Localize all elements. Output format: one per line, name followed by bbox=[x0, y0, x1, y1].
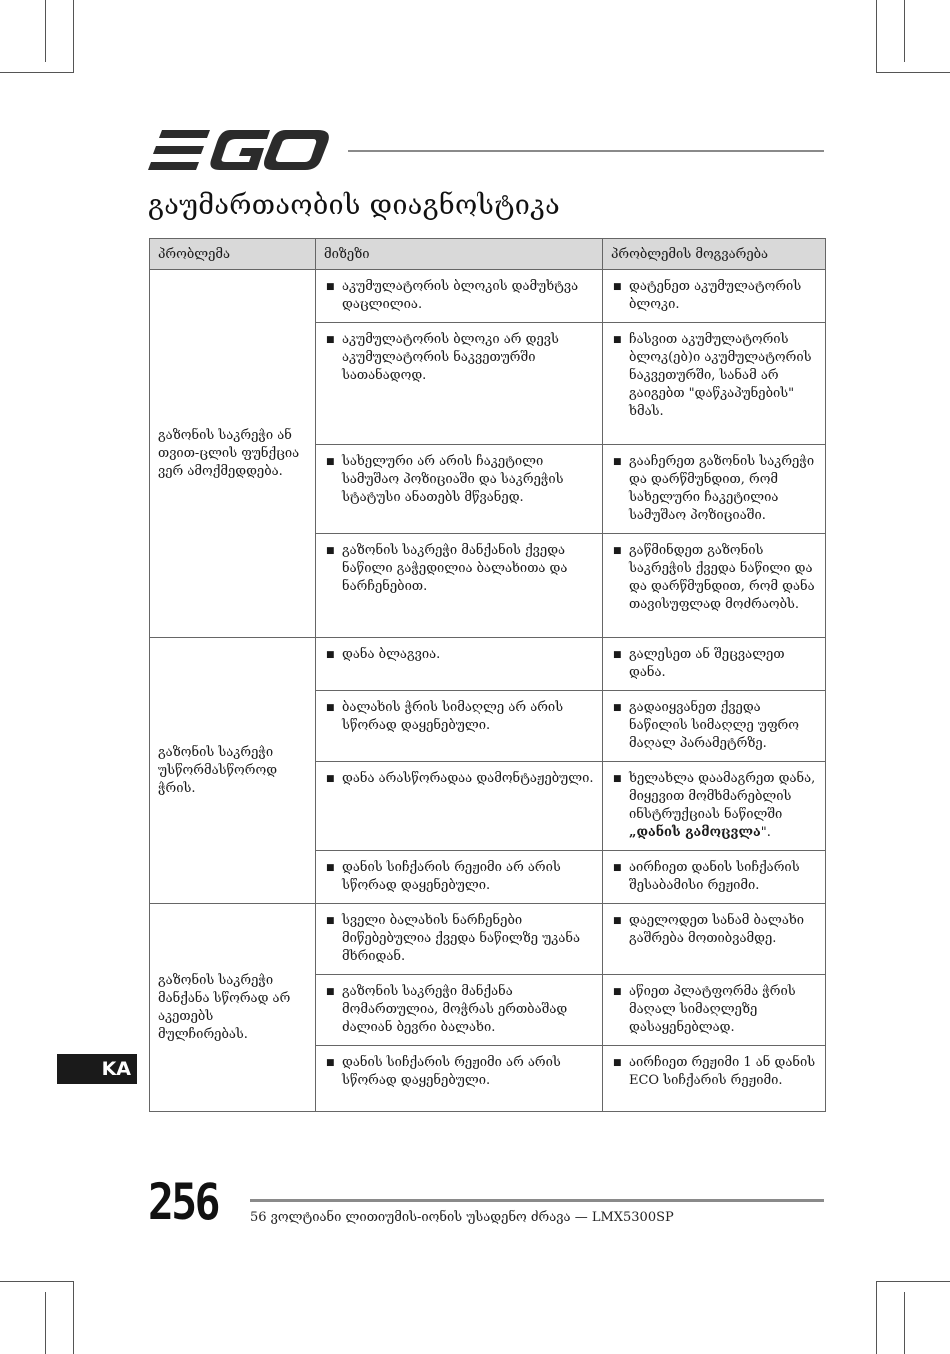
crop-mark bbox=[876, 1281, 877, 1354]
problem-cell: გაზონის საკრეჭი მანქანა სწორად არ აკეთებს მულჩირებას. bbox=[150, 904, 316, 1112]
solution-cell: ■ აწიეთ პლატფორმა ჭრის მაღალ სიმაღლეზე დასაყენებლად. bbox=[603, 975, 826, 1046]
bullet-icon: ■ bbox=[326, 335, 335, 345]
solution-cell: ■ გადაიყვანეთ ქვედა ნაწილის სიმაღლე უფრო მაღალ პარამეტრზე. bbox=[603, 691, 826, 762]
crop-mark bbox=[45, 0, 46, 62]
problem-cell: გაზონის საკრეჭი ან თვით-ცლის ფუნქცია ვერ ამოქმედდება. bbox=[150, 270, 316, 638]
column-header-solution: პრობლემის მოგვარება bbox=[603, 239, 826, 270]
crop-mark bbox=[45, 1292, 46, 1354]
table-row bbox=[150, 638, 826, 691]
crop-mark bbox=[0, 72, 74, 73]
bullet-icon: ■ bbox=[613, 546, 622, 556]
bullet-icon: ■ bbox=[613, 703, 622, 713]
footer-rule bbox=[250, 1199, 824, 1202]
solution-cell: ■ გააჩერეთ გაზონის საკრეჭი და დარწმუნდით, რომ სახელური ჩაკეტილია სამუშაო პოზიციაში. bbox=[603, 445, 826, 534]
bullet-icon: ■ bbox=[613, 282, 622, 292]
cause-cell: ■ სახელური არ არის ჩაკეტილი სამუშაო პოზიციაში და საკრეჭის სტატუსი ანათებს მწვანედ. bbox=[316, 445, 603, 534]
bullet-icon: ■ bbox=[613, 1058, 622, 1068]
ego-logo bbox=[148, 128, 330, 174]
crop-mark bbox=[876, 72, 950, 73]
crop-mark bbox=[0, 1281, 74, 1282]
solution-cell: ■ ჩასვით აკუმულატორის ბლოკ(ებ)ი აკუმულატორის ნაკვეთურში, სანამ არ გაიგებთ "დაწკაპუნების" ხმას. bbox=[603, 323, 826, 445]
cause-cell: ■ დანა ბლაგვია. bbox=[316, 638, 603, 691]
page-number: 256 bbox=[148, 1173, 218, 1231]
cause-cell: ■ ბალახის ჭრის სიმაღლე არ არის სწორად დაყენებული. bbox=[316, 691, 603, 762]
solution-cell: ■ გაწმინდეთ გაზონის საკრეჭის ქვედა ნაწილი და და დარწმუნდით, რომ დანა თავისუფლად მოძრაობს. bbox=[603, 534, 826, 638]
cause-cell: ■ აკუმულატორის ბლოკის დამუხტვა დაცლილია. bbox=[316, 270, 603, 323]
header-rule bbox=[348, 150, 824, 152]
table-row bbox=[150, 904, 826, 975]
bullet-icon: ■ bbox=[613, 916, 622, 926]
solution-cell: ■ აირჩიეთ რეჟიმი 1 ან დანის ECO სიჩქარის რეჟიმი. bbox=[603, 1046, 826, 1112]
table-header-row bbox=[150, 239, 826, 270]
cause-cell: ■ გაზონის საკრეჭი მანქანის ქვედა ნაწილი გაჭედილია ბალახითა და ნარჩენებით. bbox=[316, 534, 603, 638]
footer-text: 56 ვოლტიანი ლითიუმის-იონის უსადენო ძრავა — LMX5300SP bbox=[250, 1210, 674, 1225]
solution-cell: ■ ხელახლა დაამაგრეთ დანა, მიყევით მომხმარებლის ინსტრუქციას ნაწილში „დანის გამოცვლა". bbox=[603, 762, 826, 851]
problem-cell: გაზონის საკრეჭი უსწორმასწოროდ ჭრის. bbox=[150, 638, 316, 904]
crop-mark bbox=[904, 1292, 905, 1354]
solution-cell: ■ აირჩიეთ დანის სიჩქარის შესაბამისი რეჟიმი. bbox=[603, 851, 826, 904]
bullet-icon: ■ bbox=[613, 774, 622, 784]
bullet-icon: ■ bbox=[326, 546, 335, 556]
page-title: გაუმართაობის დიაგნოსტიკა bbox=[148, 190, 561, 221]
solution-cell: ■ დატენეთ აკუმულატორის ბლოკი. bbox=[603, 270, 826, 323]
language-tab: KA bbox=[57, 1054, 137, 1084]
bullet-icon: ■ bbox=[613, 335, 622, 345]
bullet-icon: ■ bbox=[326, 863, 335, 873]
crop-mark bbox=[904, 0, 905, 62]
cause-cell: ■ გაზონის საკრეჭი მანქანა მომართულია, მოჭრას ერთბაშად ძალიან ბევრი ბალახი. bbox=[316, 975, 603, 1046]
crop-mark bbox=[73, 0, 74, 72]
bullet-icon: ■ bbox=[326, 774, 335, 784]
crop-mark bbox=[73, 1281, 74, 1354]
solution-cell: ■ დაელოდეთ სანამ ბალახი გაშრება მოთიბვამდე. bbox=[603, 904, 826, 975]
bullet-icon: ■ bbox=[326, 457, 335, 467]
bullet-icon: ■ bbox=[613, 863, 622, 873]
cause-cell: ■ დანის სიჩქარის რეჟიმი არ არის სწორად დაყენებული. bbox=[316, 1046, 603, 1112]
crop-mark bbox=[876, 1281, 950, 1282]
bullet-icon: ■ bbox=[326, 1058, 335, 1068]
cause-cell: ■ დანა არასწორადაა დამონტაჟებული. bbox=[316, 762, 603, 851]
bullet-icon: ■ bbox=[326, 916, 335, 926]
troubleshooting-table bbox=[149, 238, 826, 1112]
bullet-icon: ■ bbox=[613, 457, 622, 467]
cause-cell: ■ აკუმულატორის ბლოკი არ დევს აკუმულატორის ნაკვეთურში სათანადოდ. bbox=[316, 323, 603, 445]
bullet-icon: ■ bbox=[326, 650, 335, 660]
column-header-cause: მიზეზი bbox=[316, 239, 603, 270]
cause-cell: ■ დანის სიჩქარის რეჟიმი არ არის სწორად დაყენებული. bbox=[316, 851, 603, 904]
bullet-icon: ■ bbox=[613, 650, 622, 660]
bullet-icon: ■ bbox=[326, 282, 335, 292]
bullet-icon: ■ bbox=[326, 703, 335, 713]
column-header-problem: პრობლემა bbox=[150, 239, 316, 270]
bullet-icon: ■ bbox=[326, 987, 335, 997]
bullet-icon: ■ bbox=[613, 987, 622, 997]
solution-cell: ■ გალესეთ ან შეცვალეთ დანა. bbox=[603, 638, 826, 691]
cause-cell: ■ სველი ბალახის ნარჩენები მიწებებულია ქვედა ნაწილზე უკანა მხრიდან. bbox=[316, 904, 603, 975]
crop-mark bbox=[876, 0, 877, 72]
table-row bbox=[150, 270, 826, 323]
